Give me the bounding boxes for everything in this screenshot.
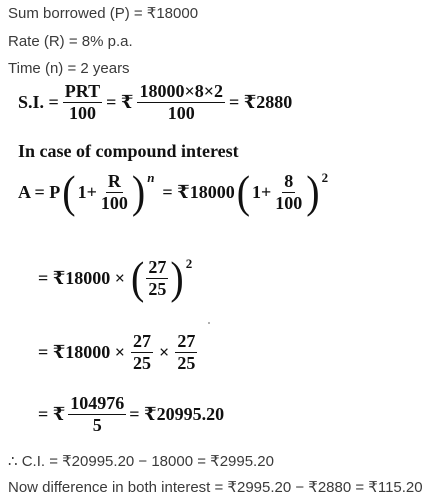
compound-interest-heading: In case of compound interest (18, 141, 239, 161)
eight-numerator: 8 (284, 171, 294, 191)
eight-percent-fraction (273, 172, 304, 213)
step1-fraction (146, 258, 168, 299)
si-equals-rupee: = ₹ (106, 91, 134, 112)
step2-fraction-2 (175, 332, 197, 373)
step2-denominator-1: 25 (133, 352, 152, 373)
step2-denominator-2: 25 (177, 352, 196, 373)
step3-denominator: 5 (92, 414, 102, 435)
rate-fraction-numerator: R (107, 171, 121, 191)
step3-lhs: = ₹ (38, 403, 66, 424)
si-values-numerator: 18000×8×2 (139, 81, 223, 101)
time-line: Time (n) = 2 years (8, 60, 130, 77)
step2-times: × (159, 341, 170, 362)
step-expanded (38, 332, 197, 373)
right-paren-icon: ) (306, 165, 320, 218)
exponent-n: n (147, 170, 155, 186)
principal-line: Sum borrowed (P) = ₹18000 (8, 5, 199, 22)
si-fraction-prt (63, 82, 102, 123)
left-paren-icon: ( (236, 165, 251, 218)
step-result (38, 394, 224, 435)
one-plus-2: 1+ (252, 181, 272, 202)
amount-formula (18, 165, 329, 218)
step2-lhs: = ₹18000 × (38, 341, 126, 362)
difference-line: Now difference in both interest = ₹2995.20 − ₹2880 = ₹115.20 (8, 479, 423, 496)
step-squared (38, 251, 193, 304)
simple-interest-formula (18, 82, 292, 123)
rate-fraction-denominator: 100 (100, 192, 128, 213)
si-lhs: S.I. = (18, 91, 59, 112)
si-result: = ₹2880 (228, 91, 293, 112)
compound-interest-line: ∴ C.I. = ₹20995.20 − 18000 = ₹2995.20 (8, 453, 274, 470)
rate-line: Rate (R) = 8% p.a. (8, 33, 133, 50)
one-plus: 1+ (77, 181, 97, 202)
step2-numerator-1: 27 (133, 331, 152, 351)
step2-numerator-2: 27 (177, 331, 196, 351)
amount-equals: = ₹18000 (162, 181, 235, 202)
step3-fraction (68, 394, 126, 435)
step1-exponent: 2 (185, 256, 193, 272)
si-fraction-values (137, 82, 225, 123)
step1-numerator: 27 (148, 257, 167, 277)
step3-result: = ₹20995.20 (129, 403, 225, 424)
step1-lhs: = ₹18000 × (38, 267, 126, 288)
amount-lhs: A = P (18, 181, 61, 202)
left-paren-icon: ( (131, 251, 145, 304)
si-values-denominator: 100 (167, 102, 195, 123)
step3-numerator: 104976 (70, 393, 125, 413)
right-paren-icon: ) (170, 251, 184, 304)
si-fraction-denominator: 100 (68, 102, 96, 123)
left-paren-icon: ( (62, 165, 76, 218)
step1-denominator: 25 (148, 278, 167, 299)
step2-fraction-1 (131, 332, 153, 373)
stray-mark (208, 322, 210, 324)
rate-fraction (99, 172, 130, 213)
eight-denominator: 100 (275, 192, 303, 213)
right-paren-icon: ) (131, 165, 146, 218)
exponent-2: 2 (321, 170, 329, 186)
si-fraction-numerator: PRT (64, 81, 101, 101)
